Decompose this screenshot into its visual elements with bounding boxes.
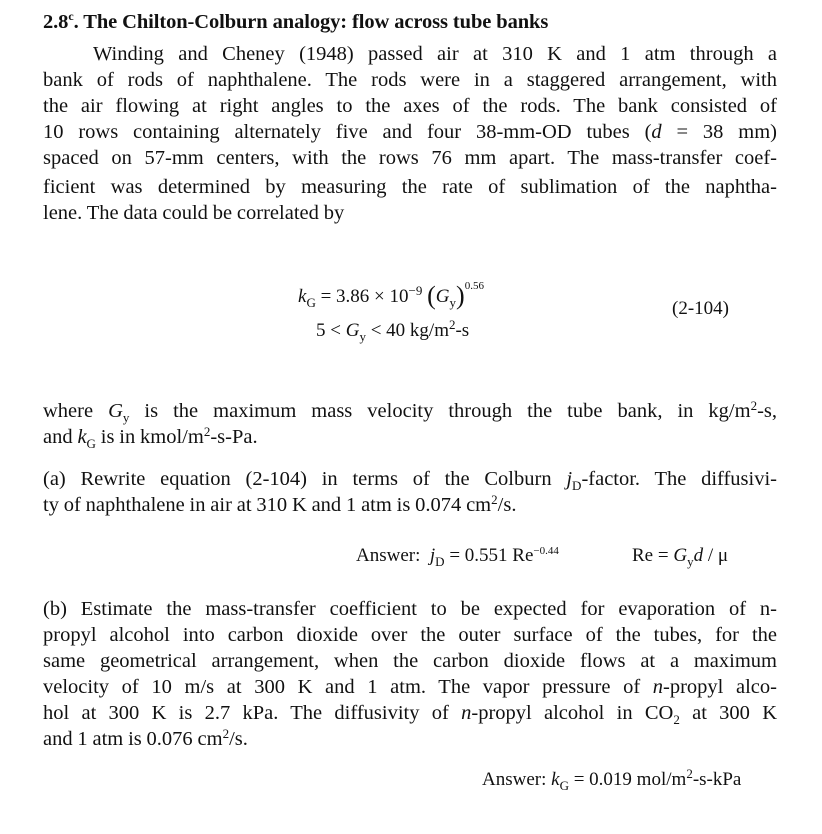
intro-line: spaced on 57-mm centers, with the rows 76 mm apart. The mass-transfer coef-: [43, 147, 777, 169]
where-paragraph: [43, 398, 777, 450]
part-b-answer: Answer: $k_G = 0.019$ mol/$m^2-s$-kPa: [482, 766, 742, 793]
part-b-line: (b) Estimate the mass-transfer coefficient to be expected for evaporation of n-: [43, 598, 777, 620]
intro-line: bank of rods of naphthalene. The rods were in a staggered arrangement, with: [43, 69, 777, 91]
part-b-paragraph: [43, 596, 777, 752]
equation-line-1: $k_G = 3.86 \times 10^{-9}$ $(G_y)^{0.56}$: [298, 280, 484, 310]
intro-line: the air flowing at right angles to the axes of the rods. The bank consisted of: [43, 95, 777, 117]
part-a-line: (a) Rewrite equation (2-104) in terms of the Colburn $j_D$-factor. The diffusivi-: [43, 468, 777, 493]
reynolds-definition: $Re = G_yd / \mu$: [632, 545, 729, 569]
problem-number: 2.8: [43, 11, 69, 33]
problem-heading: [43, 11, 548, 34]
equation-line-2: $5 < G_y < 40$ $kg/m^2-s$: [316, 317, 470, 344]
intro-line: 10 rows containing alternately five and four 38-mm-OD tubes (d = 38 mm): [43, 121, 777, 143]
part-b-line: hol at 300 K is 2.7 kPa. The diffusivity of n-propyl alcohol in $CO_2$ at 300 K: [43, 702, 778, 727]
intro-line: lene. The data could be correlated by: [43, 202, 345, 224]
intro-line: Winding and Cheney (1948) passed air at 310 K and 1 atm through a: [93, 43, 777, 65]
where-line: and $k_G$ is in kmol/$m^2-s-Pa$.: [43, 424, 258, 451]
part-b-line: same geometrical arrangement, when the carbon dioxide flows at a maximum: [43, 650, 777, 672]
intro-line: ficient was determined by measuring the rate of sublimation of the naphtha-: [43, 176, 777, 198]
where-line: where $G_y$ is the maximum mass velocity through the tube bank, in $kg/m^2-s$,: [43, 398, 777, 425]
problem-difficulty: c: [68, 9, 74, 23]
part-a-answer: Answer: $j_D = 0.551$ $Re^{-0.44}$: [356, 545, 559, 569]
part-b-line: and 1 atm is 0.076 $cm^2/s$.: [43, 726, 248, 750]
problem-title: . The Chilton-Colburn analogy: flow across tube banks: [73, 11, 549, 33]
part-a-line: ty of naphthalene in air at 310 K and 1 atm is 0.074 $cm^2/s$.: [43, 492, 517, 516]
part-b-line: velocity of 10 m/s at 300 K and 1 atm. The vapor pressure of n-propyl alco-: [43, 676, 777, 698]
part-a-paragraph: [43, 466, 777, 518]
intro-paragraph: [43, 41, 777, 226]
equation-number: (2-104): [672, 298, 729, 319]
part-b-line: propyl alcohol into carbon dioxide over the outer surface of the tubes, for the: [43, 624, 777, 646]
